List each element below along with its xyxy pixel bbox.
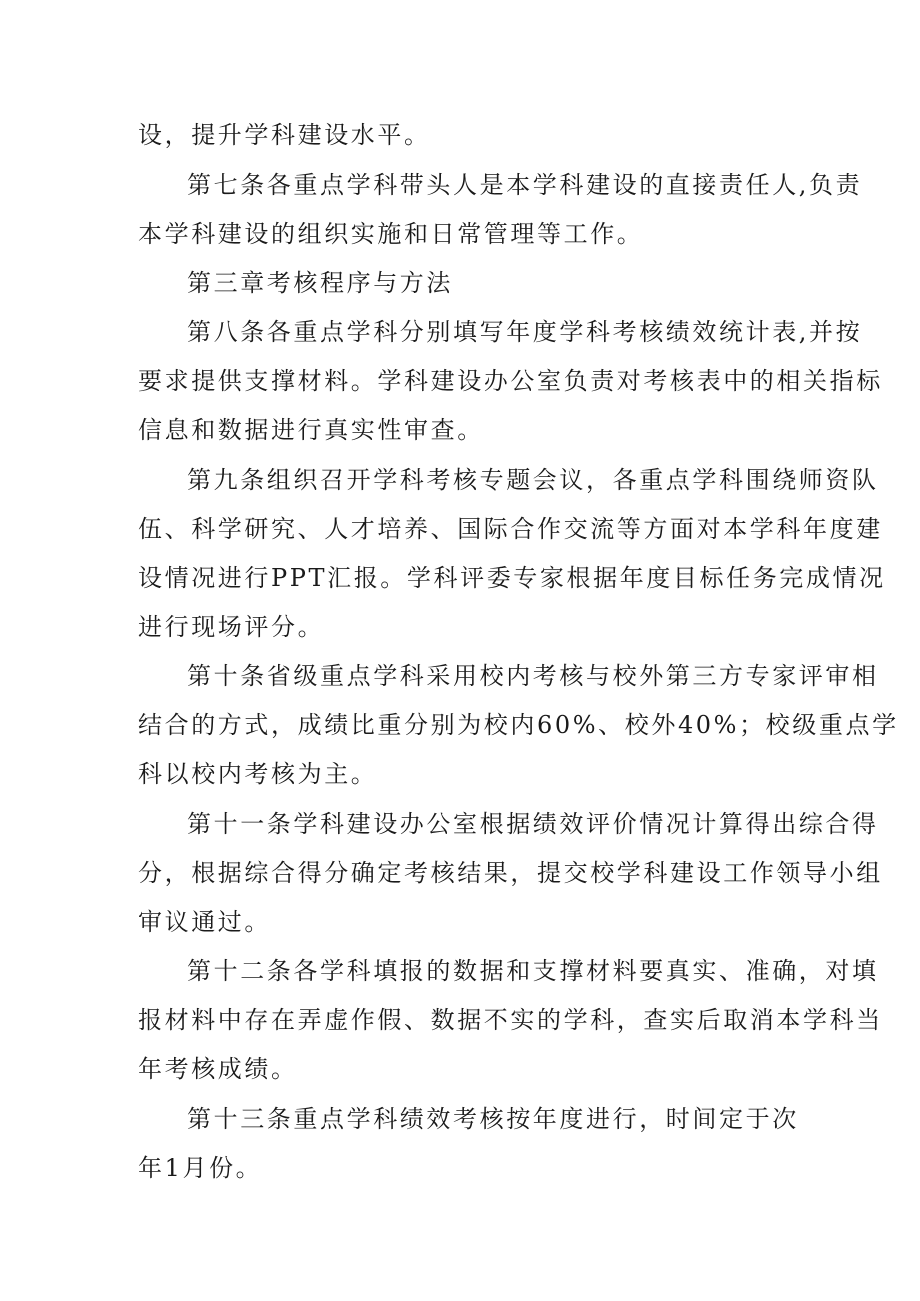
text-line: 信息和数据进行真实性审查。: [138, 416, 484, 444]
text-line: 第七条各重点学科带头人是本学科建设的直接责任人,负责: [187, 171, 863, 199]
text-line: 进行现场评分。: [138, 613, 325, 641]
text-line: 科以校内考核为主。: [138, 760, 378, 788]
text-line: 年1月份。: [138, 1154, 263, 1182]
text-line: 审议通过。: [138, 908, 271, 936]
text-line: 第十二条各学科填报的数据和支撑材料要真实、准确，对填: [187, 957, 879, 985]
text-line: 报材料中存在弄虚作假、数据不实的学科，查实后取消本学科当: [138, 1006, 883, 1034]
text-line: 设，提升学科建设水平。: [138, 121, 431, 149]
text-line: 第十一条学科建设办公室根据绩效评价情况计算得出综合得: [187, 810, 879, 838]
text-line: 第九条组织召开学科考核专题会议，各重点学科围绕师资队: [187, 466, 879, 494]
text-line: 设情况进行PPT汇报。学科评委专家根据年度目标任务完成情况: [138, 564, 886, 592]
chapter-heading: 第三章考核程序与方法: [187, 269, 453, 297]
text-line: 伍、科学研究、人才培养、国际合作交流等方面对本学科年度建: [138, 515, 883, 543]
text-line: 年考核成绩。: [138, 1055, 298, 1083]
text-line: 分，根据综合得分确定考核结果，提交校学科建设工作领导小组: [138, 859, 883, 887]
text-line: 第十条省级重点学科采用校内考核与校外第三方专家评审相: [187, 662, 879, 690]
text-line: 第八条各重点学科分别填写年度学科考核绩效统计表,并按: [187, 318, 863, 346]
text-line: 结合的方式，成绩比重分别为校内60%、校外40%；校级重点学: [138, 711, 899, 739]
text-line: 要求提供支撑材料。学科建设办公室负责对考核表中的相关指标: [138, 367, 883, 395]
text-line: 第十三条重点学科绩效考核按年度进行，时间定于次: [187, 1105, 799, 1133]
text-line: 本学科建设的组织实施和日常管理等工作。: [138, 220, 644, 248]
